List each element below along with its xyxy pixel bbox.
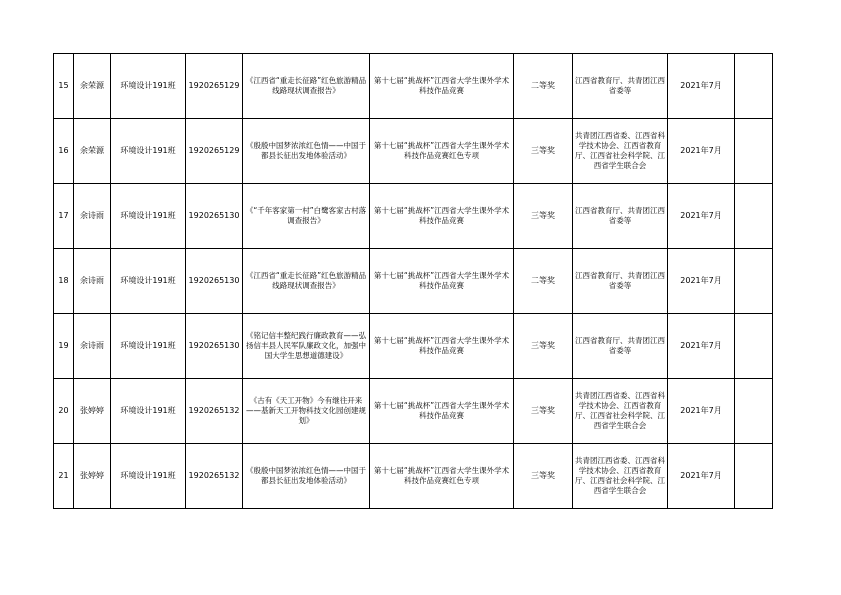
work-title: 《铭记信丰整纪践行廉政教育——弘扬信丰县人民军队廉政文化，加强中国大学生思想道德建设》 — [243, 314, 370, 379]
awards-table — [53, 53, 773, 509]
work-title: 《殷殷中国梦浓浓红色情——中国于都县长征出发地体验活动》 — [243, 444, 370, 509]
student-name: 张婷婷 — [74, 379, 111, 444]
table-row — [54, 249, 773, 314]
note-cell — [735, 444, 773, 509]
note-cell — [735, 119, 773, 184]
table-row — [54, 379, 773, 444]
note-cell — [735, 314, 773, 379]
class-name: 环境设计191班 — [111, 314, 186, 379]
class-name: 环境设计191班 — [111, 54, 186, 119]
work-title: 《“千年客家第一村”白鹭客家古村落调查报告》 — [243, 184, 370, 249]
row-number: 16 — [54, 119, 74, 184]
award-date: 2021年7月 — [668, 444, 735, 509]
organizer: 江西省教育厅、共青团江西省委等 — [573, 54, 668, 119]
table-row — [54, 314, 773, 379]
table-row — [54, 119, 773, 184]
work-title: 《江西省“重走长征路”红色旅游精品线路现状调查报告》 — [243, 54, 370, 119]
organizer: 江西省教育厅、共青团江西省委等 — [573, 249, 668, 314]
award-level: 三等奖 — [514, 119, 573, 184]
award-level: 三等奖 — [514, 444, 573, 509]
awards-table-body — [54, 54, 773, 509]
note-cell — [735, 249, 773, 314]
award-date: 2021年7月 — [668, 379, 735, 444]
student-name: 余诗雨 — [74, 184, 111, 249]
work-title: 《古有《天工开物》今有继往开来——基新天工开物科技文化园创建规划》 — [243, 379, 370, 444]
student-name: 余荣源 — [74, 119, 111, 184]
organizer: 江西省教育厅、共青团江西省委等 — [573, 184, 668, 249]
award-date: 2021年7月 — [668, 249, 735, 314]
competition-name: 第十七届“挑战杯”江西省大学生课外学术科技作品竞赛 — [370, 184, 514, 249]
competition-name: 第十七届“挑战杯”江西省大学生课外学术科技作品竞赛红色专项 — [370, 119, 514, 184]
class-name: 环境设计191班 — [111, 249, 186, 314]
class-name: 环境设计191班 — [111, 379, 186, 444]
student-id: 1920265129 — [186, 54, 243, 119]
student-id: 1920265132 — [186, 379, 243, 444]
work-title: 《殷殷中国梦浓浓红色情——中国于都县长征出发地体验活动》 — [243, 119, 370, 184]
organizer: 共青团江西省委、江西省科学技术协会、江西省教育厅、江西省社会科学院、江西省学生联合会 — [573, 379, 668, 444]
competition-name: 第十七届“挑战杯”江西省大学生课外学术科技作品竞赛 — [370, 314, 514, 379]
award-level: 二等奖 — [514, 249, 573, 314]
note-cell — [735, 54, 773, 119]
row-number: 17 — [54, 184, 74, 249]
student-name: 余诗雨 — [74, 249, 111, 314]
class-name: 环境设计191班 — [111, 119, 186, 184]
award-level: 三等奖 — [514, 314, 573, 379]
organizer: 共青团江西省委、江西省科学技术协会、江西省教育厅、江西省社会科学院、江西省学生联合会 — [573, 119, 668, 184]
table-row — [54, 444, 773, 509]
organizer: 江西省教育厅、共青团江西省委等 — [573, 314, 668, 379]
row-number: 21 — [54, 444, 74, 509]
note-cell — [735, 379, 773, 444]
class-name: 环境设计191班 — [111, 184, 186, 249]
award-date: 2021年7月 — [668, 119, 735, 184]
row-number: 18 — [54, 249, 74, 314]
student-id: 1920265130 — [186, 249, 243, 314]
student-id: 1920265132 — [186, 444, 243, 509]
award-level: 三等奖 — [514, 379, 573, 444]
row-number: 15 — [54, 54, 74, 119]
class-name: 环境设计191班 — [111, 444, 186, 509]
table-row — [54, 54, 773, 119]
award-date: 2021年7月 — [668, 314, 735, 379]
competition-name: 第十七届“挑战杯”江西省大学生课外学术科技作品竞赛 — [370, 54, 514, 119]
row-number: 20 — [54, 379, 74, 444]
table-row — [54, 184, 773, 249]
student-name: 余荣源 — [74, 54, 111, 119]
award-date: 2021年7月 — [668, 184, 735, 249]
work-title: 《江西省“重走长征路”红色旅游精品线路现状调查报告》 — [243, 249, 370, 314]
award-date: 2021年7月 — [668, 54, 735, 119]
student-id: 1920265130 — [186, 184, 243, 249]
student-name: 张婷婷 — [74, 444, 111, 509]
row-number: 19 — [54, 314, 74, 379]
award-level: 三等奖 — [514, 184, 573, 249]
competition-name: 第十七届“挑战杯”江西省大学生课外学术科技作品竞赛 — [370, 379, 514, 444]
organizer: 共青团江西省委、江西省科学技术协会、江西省教育厅、江西省社会科学院、江西省学生联合会 — [573, 444, 668, 509]
student-id: 1920265129 — [186, 119, 243, 184]
competition-name: 第十七届“挑战杯”江西省大学生课外学术科技作品竞赛红色专项 — [370, 444, 514, 509]
award-level: 二等奖 — [514, 54, 573, 119]
student-name: 余诗雨 — [74, 314, 111, 379]
note-cell — [735, 184, 773, 249]
competition-name: 第十七届“挑战杯”江西省大学生课外学术科技作品竞赛 — [370, 249, 514, 314]
student-id: 1920265130 — [186, 314, 243, 379]
